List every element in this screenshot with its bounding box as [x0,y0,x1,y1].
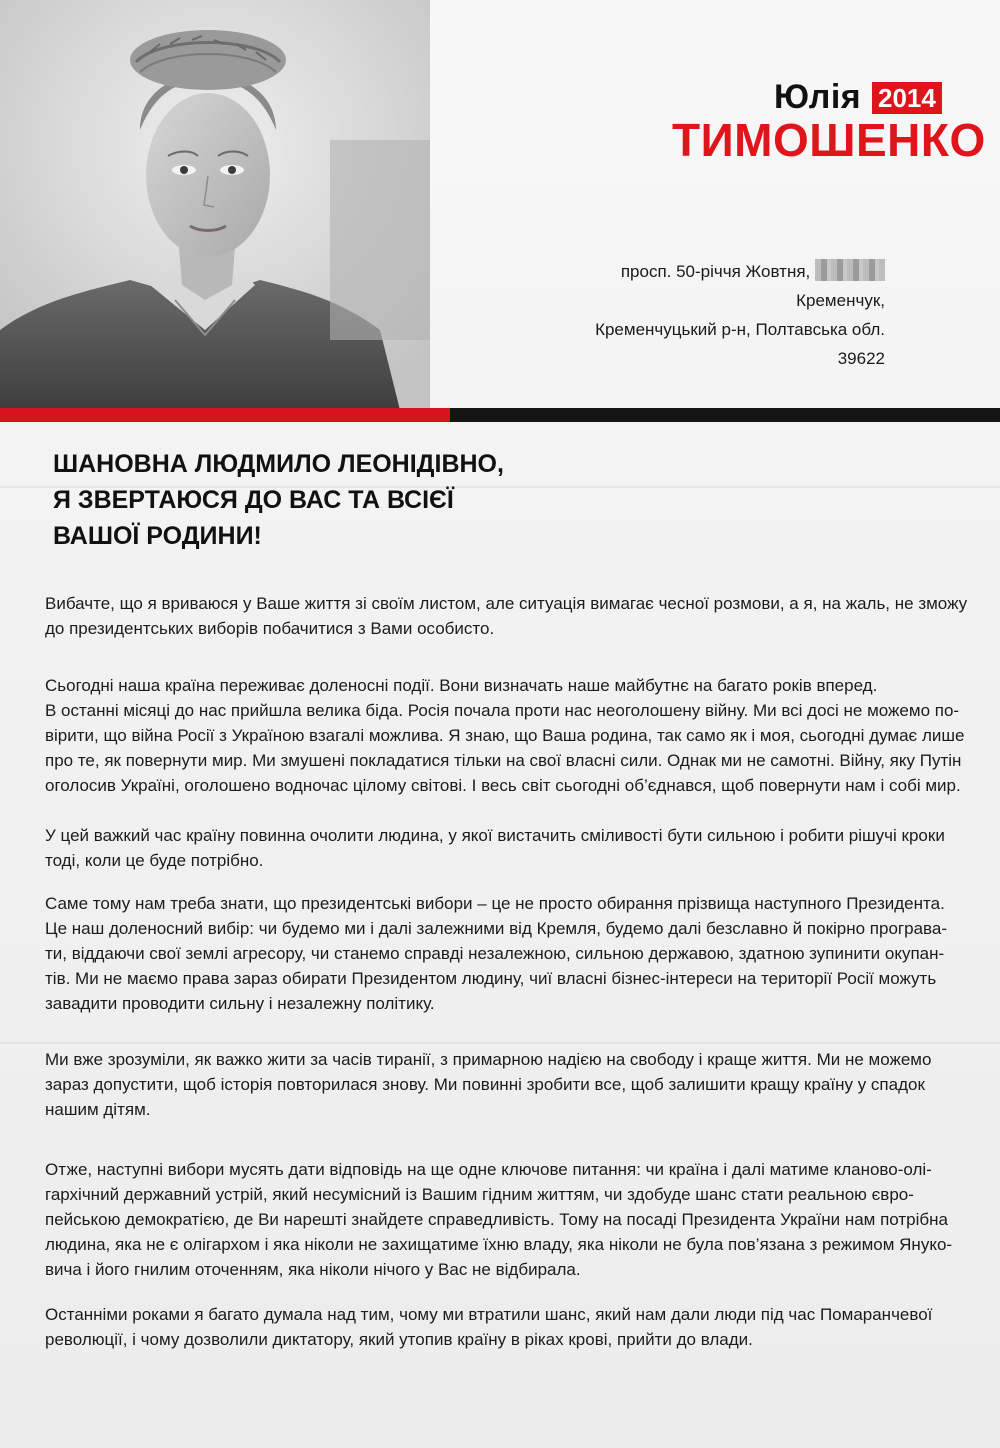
address-postcode: 39622 [837,349,885,368]
paragraph-elections [45,891,947,1016]
salutation-line: Я ЗВЕРТАЮСЯ ДО ВАС ТА ВСІЄЇ [53,486,454,514]
text-line: про те, як повернути мир. Ми змушені покладатися тільки на свої власні сили. Однак ми не самотні. Війну, яку Путін [45,751,962,770]
candidate-logo [672,78,986,168]
paragraph-tyranny [45,1047,940,1122]
recipient-address [595,257,885,373]
salutation-line: ВАШОЇ РОДИНИ! [53,522,262,550]
text-line: тів. Ми не маємо права зараз обирати Президентом людину, чиї власні бізнес-інтереси на території Росії можуть [45,969,937,988]
header-stripe-black [450,408,1000,422]
text-line: завадити проводити сильну і незалежну політику. [45,994,435,1013]
text-line: зараз допустити, щоб історія повторилася знову. Ми повинні зробити все, щоб залишити кращу країну у спадок [45,1075,925,1094]
paragraph-war [45,698,965,798]
paragraph-leader [45,823,945,873]
text-line: ти, віддаючи свої землі агресору, чи станемо справді незалежною, сильною державою, здатною зупинити окупан- [45,944,945,963]
text-line: В останні місяці до нас прийшла велика біда. Росія почала проти нас неоголошену війну. Ми всі досі не можемо по- [45,701,960,720]
text-line: пейською демократією, де Ви нарешті знайдете справедливість. Тому на посаді Президента України нам потрібна [45,1210,948,1229]
address-street-line [595,257,885,286]
portrait-photo [0,0,430,410]
paper-fold [0,1042,1000,1044]
text-line: людина, яка не є олігархом і яка ніколи не захищатиме їхню владу, яка ніколи не була пов’язана з режимом Януко- [45,1235,953,1254]
text-line: Отже, наступні вибори мусять дати відповідь на ще одне ключове питання: чи країна і далі матиме кланово-олі- [45,1160,932,1179]
logo-last-name: ТИМОШЕНКО [672,114,986,166]
header-stripe-red [0,408,450,422]
text-line: оголосив Україні, оголошено водночас цілому світові. І весь світ сьогодні об’єднався, щоб повернути нам і собі мир. [45,776,961,795]
paragraph-oligarchy [45,1157,953,1282]
redacted-block [815,259,885,281]
address-street: просп. 50-річчя Жовтня, [620,262,811,281]
text-line: вірити, що війна Росії з Україною взагалі можлива. Я знаю, що Ваша родина, так само як і моя, сьогодні думає лише [45,726,965,745]
text-line: Саме тому нам треба знати, що президентські вибори – це не просто обирання прізвища наступного Президента. [45,894,945,913]
text-line: У цей важкий час країну повинна очолити людина, у якої вистачить сміливості бути сильною і робити рішучі кроки [45,826,945,845]
text-line: вича і його гнилим оточенням, яка ніколи нічого у Вас не відбирала. [45,1260,581,1279]
paragraph-events [45,673,940,698]
logo-first-name: Юлія [774,78,862,116]
salutation-line: ШАНОВНА ЛЮДМИЛО ЛЕОНІДІВНО, [53,450,504,478]
paragraph-apology [45,591,968,641]
text-line: Останніми роками я багато думала над тим, чому ми втратили шанс, який нам дали люди під час Помаранчевої [45,1305,933,1324]
letter-salutation [53,446,504,554]
text-line: нашим дітям. [45,1100,151,1119]
text-line: до президентських виборів побачитися з Вами особисто. [45,619,495,638]
address-region: Кременчуцький р-н, Полтавська обл. [595,320,885,339]
text-line: тоді, коли це буде потрібно. [45,851,264,870]
text-line: Ми вже зрозуміли, як важко жити за часів тиранії, з примарною надією на свободу і краще життя. Ми не можемо [45,1050,932,1069]
text-line: Сьогодні наша країна переживає доленосні події. Вони визначать наше майбутнє на багато років вперед. [45,676,878,695]
text-line: Вибачте, що я вриваюся у Ваше життя зі своїм листом, але ситуація вимагає чесної розмови, а я, на жаль, не зможу [45,594,968,613]
paragraph-revolution [45,1302,940,1352]
portrait-illustration [0,0,430,410]
text-line: революції, і чому дозволили диктатору, який утопив країну в ріках крові, прийти до влади. [45,1330,753,1349]
logo-year-badge: 2014 [872,82,942,114]
text-line: гархічний державний устрій, який несумісний із Вашим гідним життям, чи здобуде шанс стати реальною євро- [45,1185,914,1204]
address-city: Кременчук, [796,291,885,310]
text-line: Це наш доленосний вибір: чи будемо ми і далі залежними від Кремля, будемо далі безславно й покірно програва- [45,919,947,938]
